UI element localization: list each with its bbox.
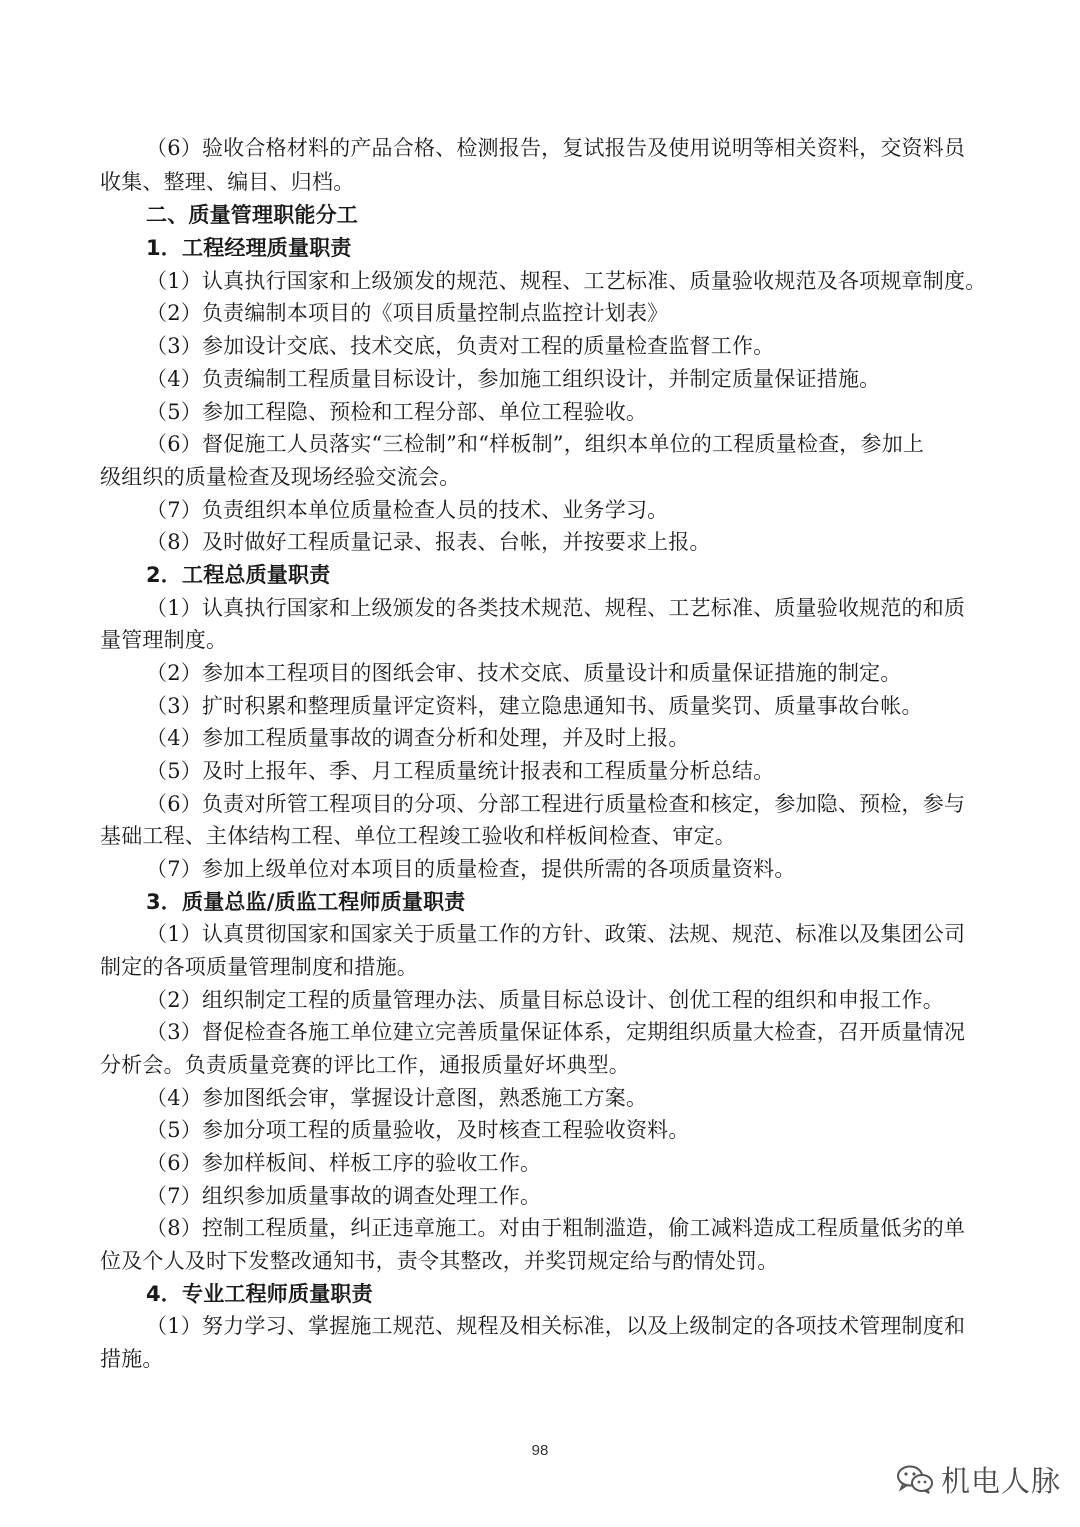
text-line: （8）控制工程质量，纠正违章施工。对由于粗制滥造，偷工减料造成工程质量低劣的单 [146,1216,966,1240]
text-line: （6）督促施工人员落实“三检制”和“样板制”，组织本单位的工程质量检查，参加上 [146,432,925,456]
text-line: （1）认真执行国家和上级颁发的规范、规程、工艺标准、质量验收规范及各项规章制度。 [146,269,987,293]
text-line: 级组织的质量检查及现场经验交流会。 [100,465,461,489]
text-line: （7）负责组织本单位质量检查人员的技术、业务学习。 [146,498,669,522]
subsection-heading: 1．工程经理质量职责 [146,236,352,260]
text-line: （7）参加上级单位对本项目的质量检查，提供所需的各项质量资料。 [146,857,796,881]
text-line: 位及个人及时下发整改通知书，责令其整改，并奖罚规定给与酌情处罚。 [100,1249,779,1273]
text-line: （8）及时做好工程质量记录、报表、台帐，并按要求上报。 [146,530,711,554]
text-line: 制定的各项质量管理制度和措施。 [100,955,418,979]
subsection-heading: 3．质量总监/质监工程师质量职责 [146,890,466,914]
text-line: （2）组织制定工程的质量管理办法、质量目标总设计、创优工程的组织和申报工作。 [146,988,944,1012]
text-line: （1）认真执行国家和上级颁发的各类技术规范、规程、工艺标准、质量验收规范的和质 [146,596,966,620]
text-line: （2）负责编制本项目的《项目质量控制点监控计划表》 [146,301,669,325]
text-line: （6）负责对所管工程项目的分项、分部工程进行质量检查和核定，参加隐、预检，参与 [146,792,966,816]
text-line: 基础工程、主体结构工程、单位工程竣工验收和样板间检查、审定。 [100,824,736,848]
text-line: （4）参加工程质量事故的调查分析和处理，并及时上报。 [146,726,690,750]
text-line: （4）参加图纸会审，掌握设计意图，熟悉施工方案。 [146,1086,648,1110]
text-line: 措施。 [100,1347,164,1371]
text-line: （6）参加样板间、样板工序的验收工作。 [146,1151,542,1175]
text-line: 收集、整理、编目、归档。 [100,170,355,194]
text-line: （3）参加设计交底、技术交底，负责对工程的质量检查监督工作。 [146,334,775,358]
text-line: （2）参加本工程项目的图纸会审、技术交底、质量设计和质量保证措施的制定。 [146,661,902,685]
text-line: （6）验收合格材料的产品合格、检测报告，复试报告及使用说明等相关资料，交资料员 [146,136,966,160]
text-line: （5）参加工程隐、预检和工程分部、单位工程验收。 [146,400,648,424]
text-line: （1）努力学习、掌握施工规范、规程及相关标准，以及上级制定的各项技术管理制度和 [146,1314,966,1338]
text-line: 分析会。负责质量竞赛的评比工作，通报质量好坏典型。 [100,1053,630,1077]
section-heading: 二、质量管理职能分工 [146,203,358,227]
text-line: （3）扩时积累和整理质量评定资料，建立隐患通知书、质量奖罚、质量事故台帐。 [146,694,923,718]
text-line: 量管理制度。 [100,628,228,652]
text-line: （3）督促检查各施工单位建立完善质量保证体系，定期组织质量大检查，召开质量情况 [146,1020,966,1044]
text-line: （7）组织参加质量事故的调查处理工作。 [146,1184,542,1208]
text-line: （5）及时上报年、季、月工程质量统计报表和工程质量分析总结。 [146,759,775,783]
page-number: 98 [531,1442,549,1459]
watermark [895,1457,1061,1501]
text-line: （1）认真贯彻国家和国家关于质量工作的方针、政策、法规、规范、标准以及集团公司 [146,922,966,946]
subsection-heading: 2．工程总质量职责 [146,563,331,587]
text-line: （5）参加分项工程的质量验收，及时核查工程验收资料。 [146,1118,690,1142]
watermark-text: 机电人脉 [941,1463,1062,1498]
wechat-icon [895,1464,935,1494]
text-line: （4）负责编制工程质量目标设计，参加施工组织设计，并制定质量保证措施。 [146,367,881,391]
subsection-heading: 4．专业工程师质量职责 [146,1282,373,1306]
